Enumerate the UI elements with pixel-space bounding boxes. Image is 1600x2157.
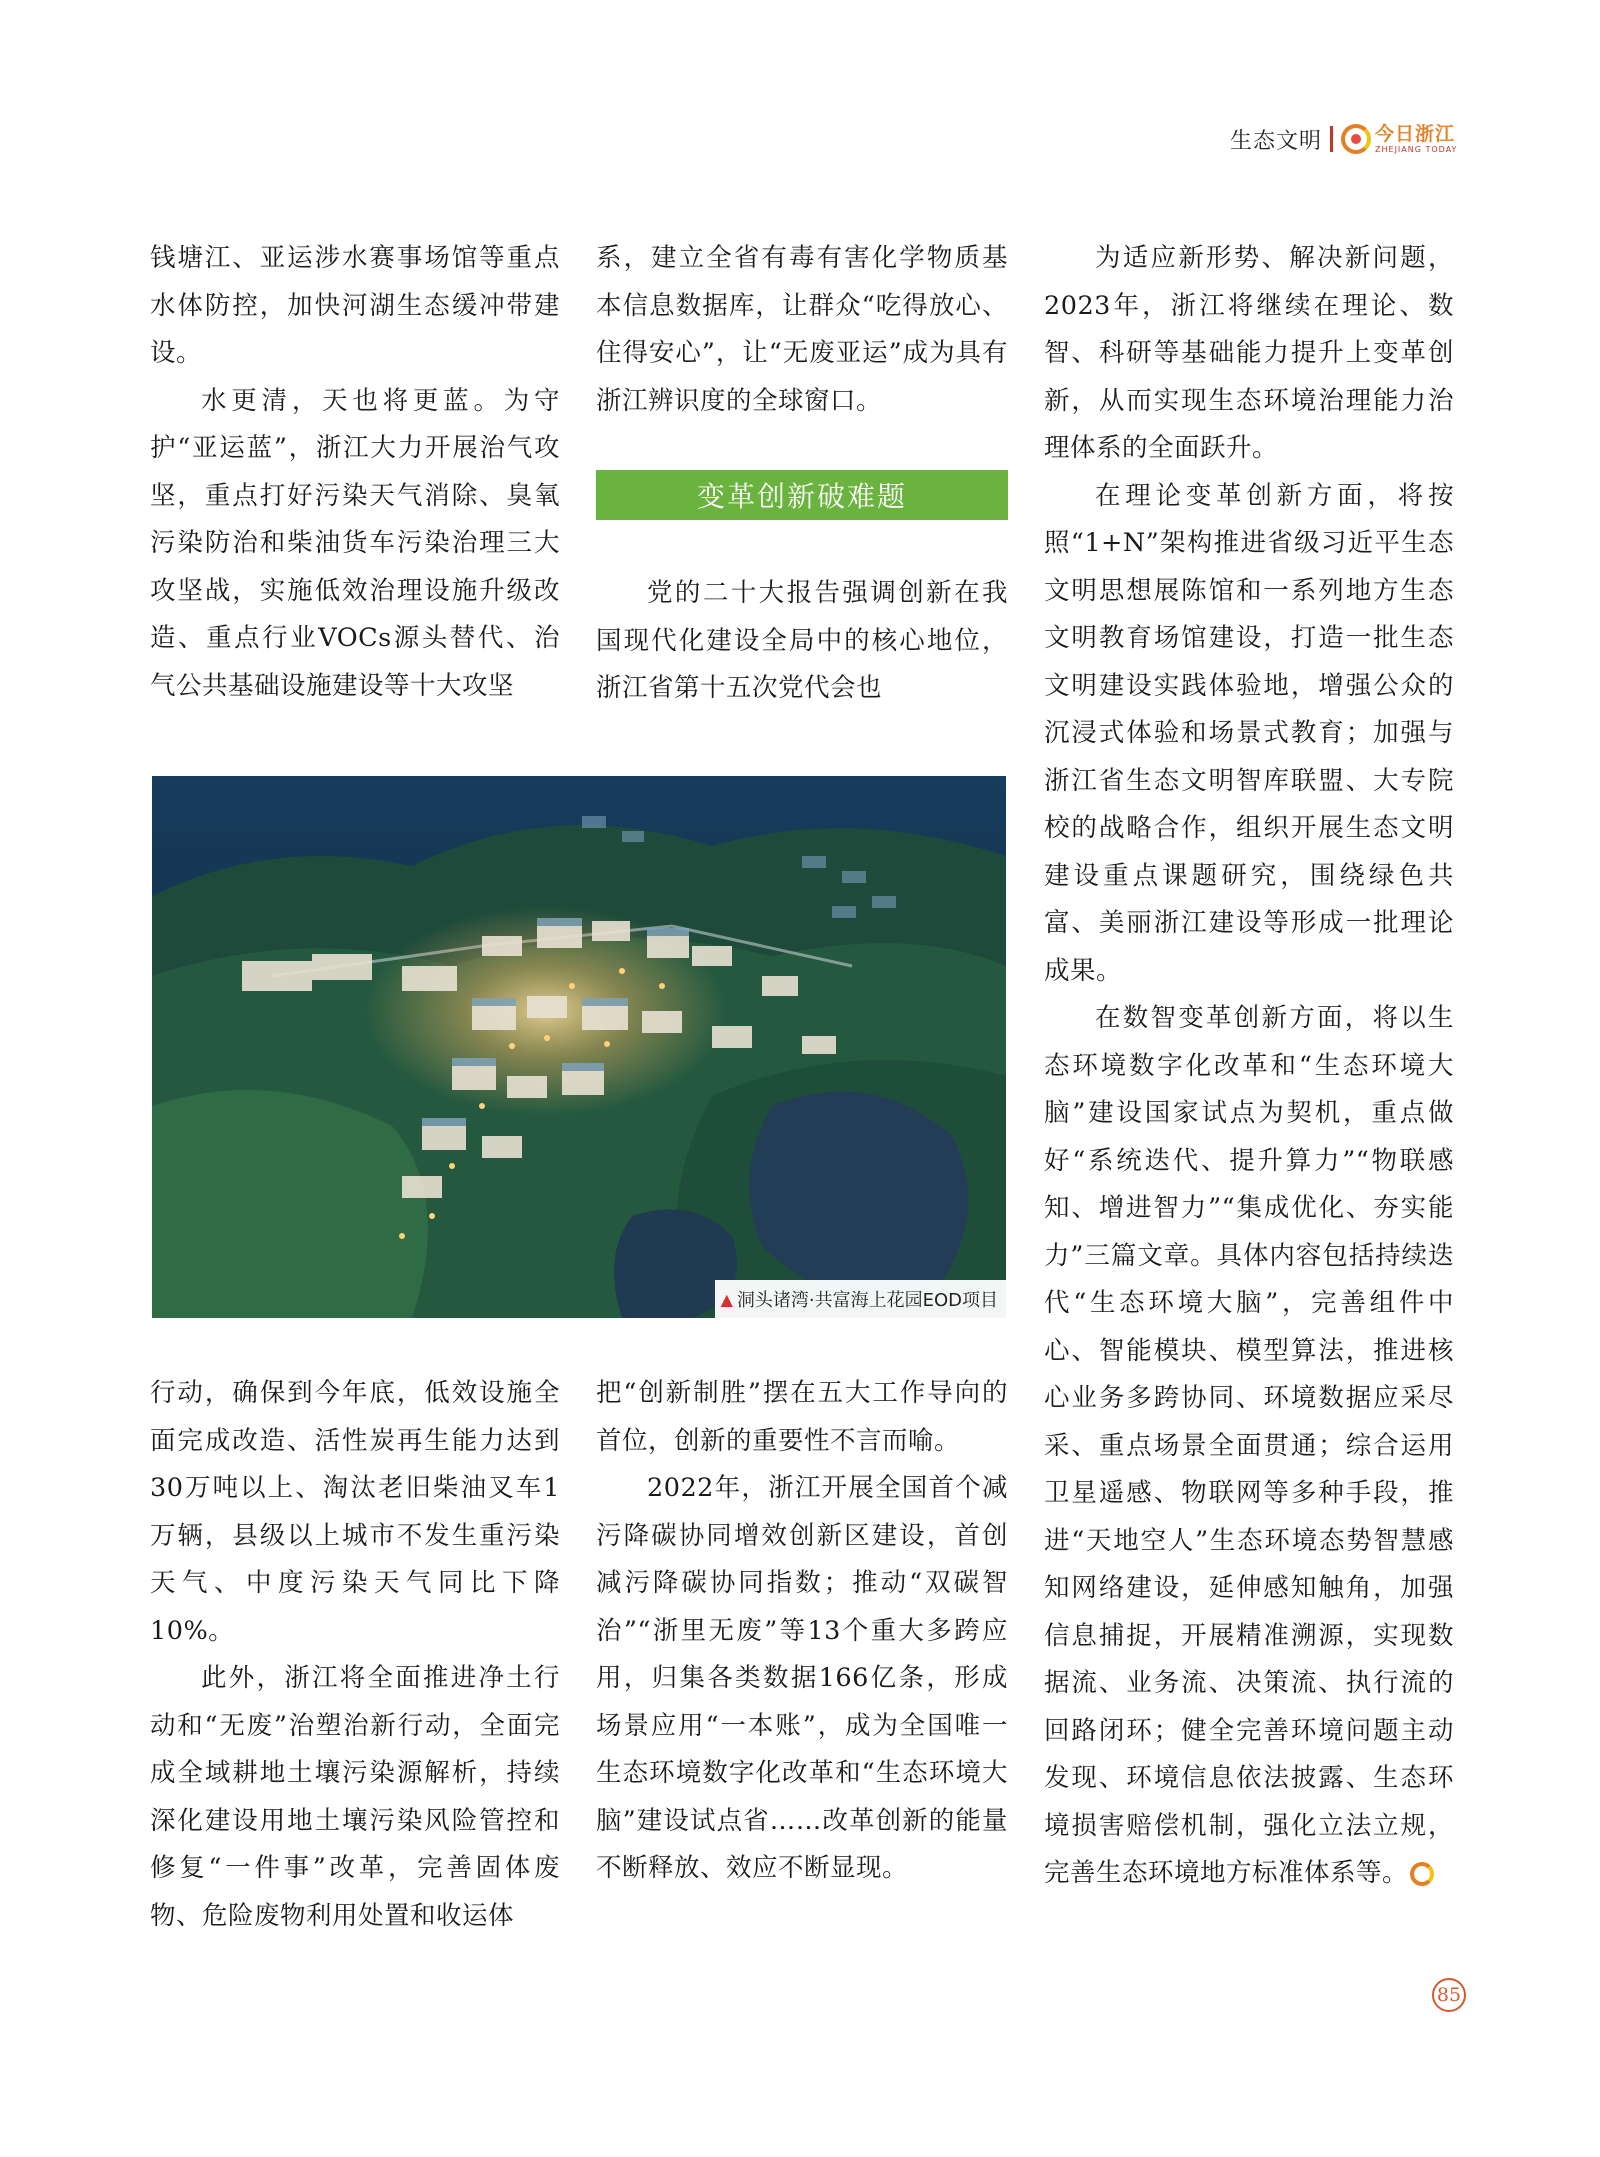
- paragraph: 钱塘江、亚运涉水赛事场馆等重点水体防控，加快河湖生态缓冲带建设。: [150, 243, 560, 368]
- logo-icon: [1341, 124, 1371, 154]
- page-header: [1230, 118, 1470, 160]
- magazine-logo: [1341, 124, 1457, 154]
- project-photo: [152, 776, 1006, 1318]
- paragraph: 为适应新形势、解决新问题，2023年，浙江将继续在理论、数智、科研等基础能力提升上变革创新，从而实现生态环境治理能力治理体系的全面跃升。: [1044, 243, 1454, 463]
- section-heading: 变革创新破难题: [596, 470, 1008, 520]
- paragraph: 系，建立全省有毒有害化学物质基本信息数据库，让群众“吃得放心、住得安心”，让“无废亚运”成为具有浙江辨识度的全球窗口。: [596, 243, 1008, 416]
- caption-text: 洞头诸湾·共富海上花园EOD项目: [736, 1290, 998, 1311]
- paragraph-text: 在数智变革创新方面，将以生态环境数字化改革和“生态环境大脑”建设国家试点为契机，重点做好“系统迭代、提升算力”“物联感知、增进智力”“集成优化、夯实能力”三篇文章。具体内容包括持续迭代“生态环境大脑”，完善组件中心、智能模块、模型算法，推进核心业务多跨协同、环境数据应采尽采、重点场景全面贯通；综合运用卫星遥感、物联网等多种手段，推进“天地空人”生态环境态势智慧感知网络建设，延伸感知触角，加强信息捕捉，开展精准溯源，实现数据流、业务流、决策流、执行流的回路闭环；健全完善环境问题主动发现、环境信息依法披露、生态环境损害赔偿机制，强化立法立规，完善生态环境地方标准体系等。: [1044, 1003, 1454, 1888]
- end-mark-icon: [1410, 1862, 1434, 1886]
- aerial-night-illustration: [152, 776, 1006, 1318]
- paragraph: 此外，浙江将全面推进净土行动和“无废”治塑治新行动，全面完成全域耕地土壤污染源解析，持续深化建设用地土壤污染风险管控和修复“一件事”改革，完善固体废物、危险废物利用处置和收运体: [150, 1663, 560, 1931]
- logo-subtitle: ZHEJIANG TODAY: [1375, 144, 1458, 154]
- triangle-up-icon: ▲: [720, 1289, 733, 1309]
- column-2-bottom: [596, 1370, 1008, 1893]
- section-label: 生态文明: [1230, 128, 1323, 154]
- paragraph: 把“创新制胜”摆在五大工作导向的首位，创新的重要性不言而喻。: [596, 1378, 1008, 1456]
- column-2-middle: [596, 570, 1008, 713]
- paragraph: 水更清，天也将更蓝。为守护“亚运蓝”，浙江大力开展治气攻坚，重点打好污染天气消除、臭氧污染防治和柴油货车污染治理三大攻坚战，实施低效治理设施升级改造、重点行业VOCs源头替代、治气公共基础设施建设等十大攻坚: [150, 385, 560, 701]
- paragraph: 在理论变革创新方面，将按照“1+N”架构推进省级习近平生态文明思想展陈馆和一系列地方生态文明教育场馆建设，打造一批生态文明建设实践体验地，增强公众的沉浸式体验和场景式教育；加强与浙江省生态文明智库联盟、大专院校的战略合作，组织开展生态文明建设重点课题研究，围绕绿色共富、美丽浙江建设等形成一批理论成果。: [1044, 480, 1454, 986]
- paragraph: 2022年，浙江开展全国首个减污降碳协同增效创新区建设，首创减污降碳协同指数；推动“双碳智治”“浙里无废”等13个重大多跨应用，归集各类数据166亿条，形成场景应用“一本账”，成为全国唯一生态环境数字化改革和“生态环境大脑”建设试点省……改革创新的能量不断释放、效应不断显现。: [596, 1473, 1008, 1883]
- paragraph: [1044, 995, 1454, 1898]
- photo-caption: [715, 1280, 1006, 1318]
- paragraph: 党的二十大报告强调创新在我国现代化建设全局中的核心地位，浙江省第十五次党代会也: [596, 578, 1008, 703]
- column-1-top: [150, 235, 560, 710]
- column-2-top: [596, 235, 1008, 425]
- column-3: [1044, 235, 1454, 1898]
- page-number: 85: [1432, 1978, 1466, 2012]
- header-divider: [1330, 126, 1333, 152]
- paragraph: 行动，确保到今年底，低效设施全面完成改造、活性炭再生能力达到30万吨以上、淘汰老旧柴油叉车1万辆，县级以上城市不发生重污染天气、中度污染天气同比下降10%。: [150, 1378, 560, 1646]
- logo-title: 今日浙江: [1375, 122, 1456, 145]
- column-1-bottom: [150, 1370, 560, 1940]
